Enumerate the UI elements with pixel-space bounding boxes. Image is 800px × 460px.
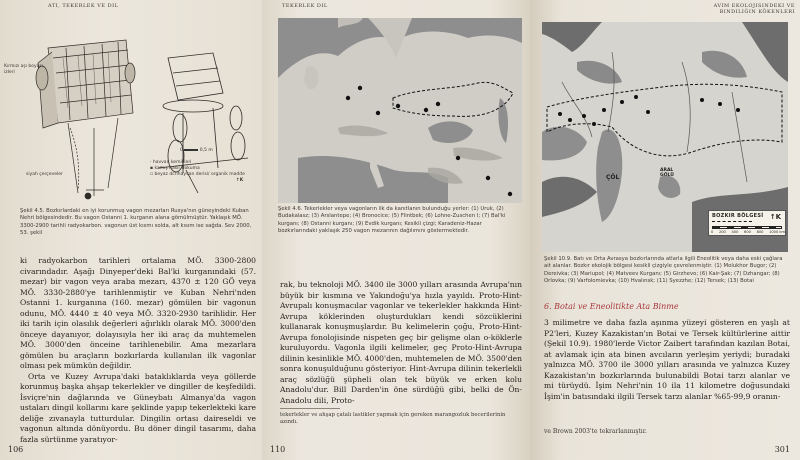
wagon-drawing-figure	[8, 18, 254, 208]
scale-ticks	[711, 230, 785, 234]
scale-bar	[712, 226, 782, 229]
scale-half: 0,5 m	[199, 148, 213, 153]
europe-wheel-map	[278, 18, 522, 203]
page-number-left: 106	[8, 445, 24, 454]
map-label-desert: ÇÖL	[606, 174, 620, 181]
scale-tick: 0	[711, 230, 714, 234]
north-arrow-icon: ↑K	[769, 213, 781, 221]
right-book-page	[530, 0, 800, 460]
steppe-dashed-line	[712, 221, 752, 222]
figure-caption-4-5: Şekil 4.5. Bozkırlardaki en iyi korunmuş vagon mezarları Rusya'nın güneyindeki Kuban Nehri bölgesindedir. Bu vagon Ostanni 1. kurganın alana gömülmüştür. Yaklaşık MÖ. 3300-2900 tarihli radyokarbon. vagonun üst kısmı solda, alt kısım ise sağda. Sev 2000, 53. şekil	[20, 208, 252, 236]
running-head-left: ATI, TEKERLEK VE DIL	[48, 3, 119, 9]
footnote-divider	[280, 408, 340, 409]
left-book-page	[0, 0, 262, 460]
running-head-middle: TEKERLEK DIL	[282, 3, 328, 9]
label-siyah-cerceveler: siyah çerçeveler	[26, 172, 63, 177]
scale-line	[184, 149, 198, 151]
left-body-text	[20, 256, 256, 445]
footnote-right: ve Brown 2003'te tekrarlanmıştır.	[544, 428, 647, 435]
legend-item-reed: ▪ kamış hasır dokuma	[150, 166, 200, 171]
scale-zero: 0	[180, 148, 183, 153]
scale-tick: 200	[718, 230, 726, 234]
figure-caption-4-6: Şekil 4.6. Tekerlekler veya vagonların ilk da kanıtlanın bulunduğu yerler: (1) Uruk, (2) Budakalasz; (3) Arslantepe; (4) Bronocice; (5) Flintbek; (6) Lohne-Zuschen I; (7) Bal'ki kurganı; (8) Ostanni kurganı; (9) Evdik kurganı; Kesikli çizgi; Karadeniz-Hazar bozkırlarındaki yaklaşık 250 vagon mezarının dağılımını göstermektedir.	[278, 206, 506, 234]
legend-item-bones: · havvan kemikleri	[150, 160, 192, 165]
north-arrow-icon: ↑K	[236, 178, 244, 183]
paragraph: Orta ve Kuzey Avrupa'daki bataklıklarda veya göllerde korunmuş başka ahşap tekerlekler ve dingiller de keşfedildi. İsviçre'nin dağlarında ve Güneybatı Almanya'da vagon ustaları dingil kollarını kare şeklinde yapıp tekerlekteki kare deliğe zıvanayla tutturdular. Dingilin ortası daireseldi ve vagonun altında dönüyordu. Bu döner dingil tasarımı, daha fazla sürtünme yaratıyor-	[20, 371, 256, 444]
steppe-legend-label: BOZKIR BÖLGESİ	[712, 213, 764, 219]
middle-body-text	[280, 280, 522, 406]
right-body-text	[544, 318, 790, 402]
north-label: K	[775, 213, 781, 221]
scale-tick: 800	[756, 230, 764, 234]
page-number-middle: 110	[270, 445, 286, 454]
page-number-right: 301	[774, 445, 790, 454]
north-label: K	[239, 178, 244, 183]
scale-bar	[180, 148, 213, 154]
legend-text: havvan kemikleri	[152, 160, 192, 165]
label-kirmizi: Kırmızı aşı boyası izleri	[4, 64, 44, 75]
legend-text: kamış hasır dokuma	[154, 166, 200, 171]
paragraph: ki radyokarbon tarihleri ortalama MÖ. 3300-2800 civarındadır. Aşağı Dinyeper'deki Bal'ki kurganındaki (57. mezar) bir vagon veya araba mezarı, 4370 ± 120 GÖ veya MÖ. 3330-2880'ye tarihlenmiştir ve Kuban Nehri'nden Ostanni 1. kurganına (160. mezar) gömülen bir vagonun odunu, MÖ. 4440 ± 40 veya MÖ. 3320-2930 tarihlidir. Her iki tarih için olasılık değerleri ağırlıklı olarak MÖ. 3000'den önceye dayanıyor, dolayısıyla her iki araç da muhtemelen MÖ. 3000'den önceine tarihlenebilir. Ama mezarlara gömülen bu araçların bozkırlarda kullanılan ilk vagonlar olması pek mümkün değildir.	[20, 256, 256, 370]
map-label-aral: ARAL GÖLÜ	[660, 168, 674, 178]
legend-text: beyaz dcrihayvan derisi/ organik madde	[154, 172, 245, 177]
running-head-right: AVIM EKOLOJISINDEKI VE BINDILIĞIN KÖKENLERI	[713, 3, 795, 15]
map-scale-legend	[708, 210, 786, 236]
legend-item-hide: ▫ beyaz dcrihayvan derisi/ organik madde	[150, 172, 245, 177]
figure-caption-10-9: Şekil 10.9. Batı ve Orta Avrasya bozkırlarında atlarla ilgili Eneolitik veya daha eski çağlara ait alanlar. Bozkır ekolojik bölgesi kesikli çizgiyle çevrelenmiştir. (1) Molukhor Bugor; (2) Dereivka; (3) Mariupol; (4) Matveev Kurganı; (5) Girzhevo; (6) Kair-Şak; (7) Dzhangar; (8) Orlovka; (9) Varfolomievka; (10) Hvalınsk; (11) Syezzhe; (12) Tersek; (13) Botai	[544, 256, 783, 284]
middle-book-page	[262, 0, 530, 460]
section-title: 6. Botai ve Eneolitikte Ata Binme	[544, 302, 679, 311]
scale-tick: 600	[744, 230, 751, 234]
scale-tick: 400	[731, 230, 739, 234]
footnote-middle: tekerlekler ve ahşap çatalı lastikler yapmak için gereken marangozluk becerilerinin azındı.	[280, 412, 506, 425]
paragraph: 3 milimetre ve daha fazla aşınma yüzeyi gösteren en yaşlı at P2'leri, Kuzey Kazakistan'ın Botai ve Tersek kültürlerine aittir (Şekil 10.9). 1980'lerde Victor Zaibert tarafından kazılan Botai, at avlamak için ata binen avcıların yerleşim yeriydi; buradaki yalnızca MÖ. 3700 ile 3000 yılları arasında ve yalnızca Kuzey Kazakistan'ın bozkırlarında bulunabildi Botai tarzı alanlar ve mi türüydü. İşim Nehri'nin 10 ila 11 kilometre doğusundaki İşim'in batısındaki ilgili Tersek tarzı alanlar %65-99,9 oranın-	[544, 318, 790, 401]
paragraph: rak, bu teknoloji MÖ. 3400 ile 3000 yılları arasında Avrupa'nın büyük bir kısmına ve Yakındoğu'ya hızla yayıldı. Proto-Hint-Avrupalı konuşmacılar vagonlar ve tekerlekler hakkında Hint-Avrupa köklerinden oluşturdukları kendi sözcüklerini kullanarak konuşmuşlardır. Bu kelimelerin çoğu, Proto-Hint-Avrupa fonolojisinde nispeten geç bir gelişme olan o-köklerle kuruluyordu. Vagonla ilgili kelimeler, geç Proto-Hint-Avrupa dilinin kesinlikle MÖ. 4000'den, muhtemelen de MÖ. 3500'den sonra konuşulduğunu gösteriyor. Hint-Avrupa dilinin tekerlekli araç sözlüğü şüpheli olan tek büyük ve erken kolu Anadolu'dur. Bill Darden'in öne sürdüğü gibi, belki de Ön-Anadolu dili, Proto-	[280, 280, 522, 405]
scale-tick: 1000 km	[769, 230, 785, 234]
